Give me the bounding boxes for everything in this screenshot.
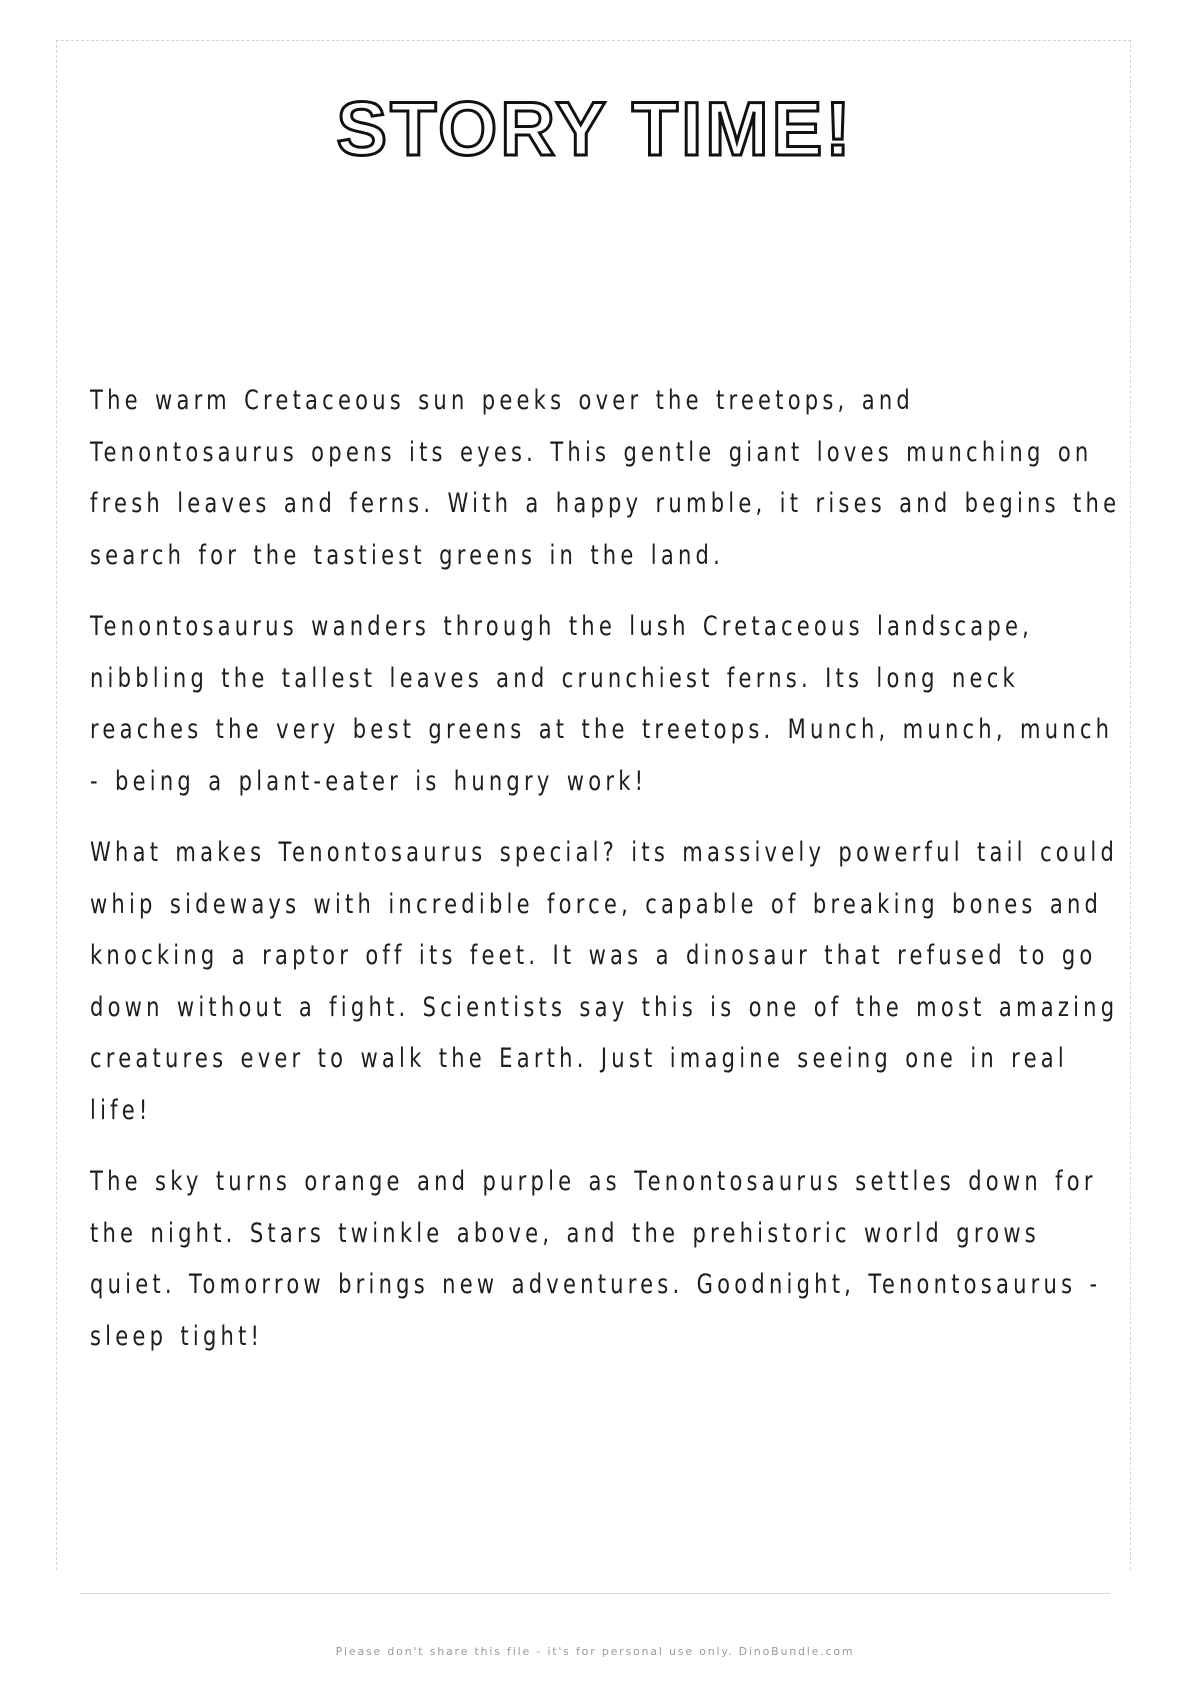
footer-note: Please don't share this file - it's for personal use only. DinoBundle.com bbox=[335, 1645, 855, 1658]
story-paragraph-2: Tenontosaurus wanders through the lush Cretaceous landscape, nibbling the tallest leaves and crunchiest ferns. Its long neck reaches the very best greens at the treetops. Munch, munch, munch - being a plant-eater is hungry work! bbox=[90, 611, 1114, 797]
story-body bbox=[90, 375, 1130, 1382]
page-title: STORY TIME! bbox=[336, 87, 854, 172]
footer-divider bbox=[80, 1593, 1110, 1594]
story-paragraph-4: The sky turns orange and purple as Tenontosaurus settles down for the night. Stars twinkle above, and the prehistoric world grows quiet. Tomorrow brings new adventures. Goodnight, Tenontosaurus - sleep tight! bbox=[90, 1166, 1102, 1352]
story-paragraph-1: The warm Cretaceous sun peeks over the treetops, and Tenontosaurus opens its eyes. This gentle giant loves munching on fresh leaves and ferns. With a happy rumble, it rises and begins the search for the tastiest greens in the land. bbox=[90, 385, 1121, 571]
story-paragraph-3: What makes Tenontosaurus special? its massively powerful tail could whip sideways with incredible force, capable of breaking bones and knocking a raptor off its feet. It was a dinosaur that refused to go down without a fight. Scientists say this is one of the most amazing creatures ever to walk the Earth. Just imagine seeing one in real life! bbox=[90, 837, 1119, 1126]
